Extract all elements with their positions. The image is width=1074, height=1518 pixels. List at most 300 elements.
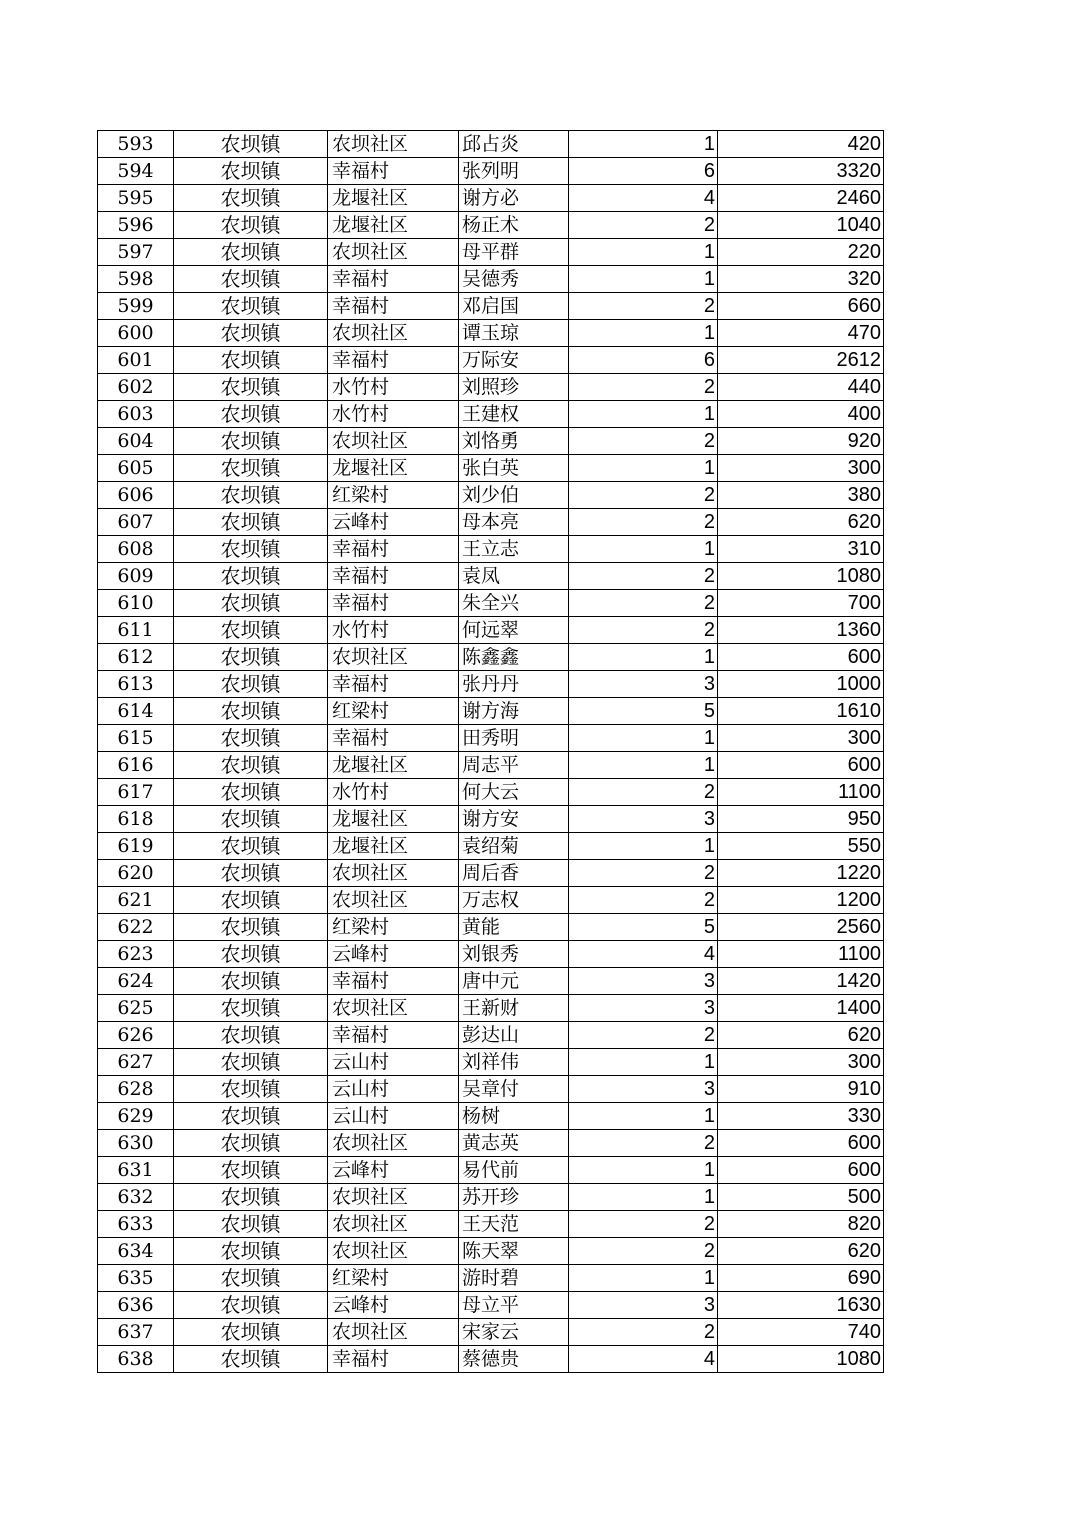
person-name-cell: 袁凤 (459, 563, 569, 590)
amount-cell: 500 (718, 1184, 884, 1211)
household-count-cell: 4 (569, 941, 718, 968)
village-cell: 云山村 (328, 1049, 459, 1076)
household-count-cell: 2 (569, 509, 718, 536)
table-row (98, 563, 884, 590)
household-count-cell: 3 (569, 968, 718, 995)
table-row (98, 725, 884, 752)
town-cell: 农坝镇 (174, 1211, 328, 1238)
town-cell: 农坝镇 (174, 185, 328, 212)
person-name-cell: 母本亮 (459, 509, 569, 536)
row-number-cell: 618 (98, 806, 174, 833)
table-row (98, 293, 884, 320)
row-number-cell: 633 (98, 1211, 174, 1238)
row-number-cell: 596 (98, 212, 174, 239)
household-count-cell: 2 (569, 482, 718, 509)
household-count-cell: 1 (569, 644, 718, 671)
person-name-cell: 彭达山 (459, 1022, 569, 1049)
village-cell: 龙堰社区 (328, 752, 459, 779)
person-name-cell: 袁绍菊 (459, 833, 569, 860)
household-count-cell: 1 (569, 752, 718, 779)
village-cell: 农坝社区 (328, 1211, 459, 1238)
amount-cell: 2612 (718, 347, 884, 374)
town-cell: 农坝镇 (174, 671, 328, 698)
amount-cell: 910 (718, 1076, 884, 1103)
table-row (98, 698, 884, 725)
row-number-cell: 602 (98, 374, 174, 401)
amount-cell: 3320 (718, 158, 884, 185)
village-cell: 幸福村 (328, 266, 459, 293)
town-cell: 农坝镇 (174, 860, 328, 887)
person-name-cell: 刘照珍 (459, 374, 569, 401)
row-number-cell: 605 (98, 455, 174, 482)
village-cell: 农坝社区 (328, 239, 459, 266)
table-row (98, 212, 884, 239)
table-row (98, 1130, 884, 1157)
town-cell: 农坝镇 (174, 347, 328, 374)
household-count-cell: 1 (569, 401, 718, 428)
table-row (98, 644, 884, 671)
village-cell: 幸福村 (328, 968, 459, 995)
row-number-cell: 619 (98, 833, 174, 860)
person-name-cell: 邱占炎 (459, 131, 569, 158)
table-row (98, 536, 884, 563)
household-count-cell: 2 (569, 1238, 718, 1265)
amount-cell: 300 (718, 725, 884, 752)
village-cell: 水竹村 (328, 401, 459, 428)
household-count-cell: 1 (569, 320, 718, 347)
household-count-cell: 1 (569, 1103, 718, 1130)
village-cell: 龙堰社区 (328, 455, 459, 482)
row-number-cell: 604 (98, 428, 174, 455)
household-count-cell: 3 (569, 1292, 718, 1319)
amount-cell: 950 (718, 806, 884, 833)
village-cell: 农坝社区 (328, 1130, 459, 1157)
amount-cell: 690 (718, 1265, 884, 1292)
town-cell: 农坝镇 (174, 644, 328, 671)
household-count-cell: 2 (569, 887, 718, 914)
village-cell: 农坝社区 (328, 860, 459, 887)
person-name-cell: 张白英 (459, 455, 569, 482)
person-name-cell: 何远翠 (459, 617, 569, 644)
town-cell: 农坝镇 (174, 779, 328, 806)
town-cell: 农坝镇 (174, 1238, 328, 1265)
table-row (98, 671, 884, 698)
household-count-cell: 2 (569, 293, 718, 320)
household-count-cell: 2 (569, 1022, 718, 1049)
town-cell: 农坝镇 (174, 1103, 328, 1130)
table-row (98, 482, 884, 509)
household-count-cell: 2 (569, 590, 718, 617)
row-number-cell: 623 (98, 941, 174, 968)
village-cell: 农坝社区 (328, 995, 459, 1022)
town-cell: 农坝镇 (174, 968, 328, 995)
row-number-cell: 634 (98, 1238, 174, 1265)
town-cell: 农坝镇 (174, 239, 328, 266)
amount-cell: 820 (718, 1211, 884, 1238)
village-cell: 龙堰社区 (328, 212, 459, 239)
amount-cell: 600 (718, 1157, 884, 1184)
person-name-cell: 吴章付 (459, 1076, 569, 1103)
village-cell: 幸福村 (328, 1346, 459, 1373)
village-cell: 农坝社区 (328, 1238, 459, 1265)
table-row (98, 320, 884, 347)
town-cell: 农坝镇 (174, 725, 328, 752)
town-cell: 农坝镇 (174, 752, 328, 779)
household-count-cell: 6 (569, 347, 718, 374)
table-row (98, 968, 884, 995)
amount-cell: 2460 (718, 185, 884, 212)
town-cell: 农坝镇 (174, 833, 328, 860)
row-number-cell: 638 (98, 1346, 174, 1373)
amount-cell: 600 (718, 1130, 884, 1157)
town-cell: 农坝镇 (174, 131, 328, 158)
town-cell: 农坝镇 (174, 212, 328, 239)
household-count-cell: 2 (569, 563, 718, 590)
town-cell: 农坝镇 (174, 482, 328, 509)
town-cell: 农坝镇 (174, 509, 328, 536)
town-cell: 农坝镇 (174, 1130, 328, 1157)
village-cell: 幸福村 (328, 1022, 459, 1049)
row-number-cell: 636 (98, 1292, 174, 1319)
table-row (98, 347, 884, 374)
amount-cell: 1610 (718, 698, 884, 725)
town-cell: 农坝镇 (174, 995, 328, 1022)
amount-cell: 600 (718, 752, 884, 779)
amount-cell: 420 (718, 131, 884, 158)
amount-cell: 310 (718, 536, 884, 563)
village-cell: 幸福村 (328, 671, 459, 698)
amount-cell: 1220 (718, 860, 884, 887)
town-cell: 农坝镇 (174, 401, 328, 428)
row-number-cell: 595 (98, 185, 174, 212)
table-row (98, 1211, 884, 1238)
person-name-cell: 周后香 (459, 860, 569, 887)
person-name-cell: 刘恪勇 (459, 428, 569, 455)
village-cell: 幸福村 (328, 536, 459, 563)
row-number-cell: 606 (98, 482, 174, 509)
household-count-cell: 3 (569, 671, 718, 698)
village-cell: 农坝社区 (328, 644, 459, 671)
person-name-cell: 杨树 (459, 1103, 569, 1130)
row-number-cell: 607 (98, 509, 174, 536)
household-count-cell: 1 (569, 1265, 718, 1292)
row-number-cell: 621 (98, 887, 174, 914)
row-number-cell: 609 (98, 563, 174, 590)
row-number-cell: 599 (98, 293, 174, 320)
table-row (98, 914, 884, 941)
household-count-cell: 5 (569, 698, 718, 725)
town-cell: 农坝镇 (174, 374, 328, 401)
household-count-cell: 1 (569, 536, 718, 563)
household-count-cell: 2 (569, 779, 718, 806)
person-name-cell: 何大云 (459, 779, 569, 806)
amount-cell: 620 (718, 509, 884, 536)
amount-cell: 1400 (718, 995, 884, 1022)
table-row (98, 887, 884, 914)
village-cell: 龙堰社区 (328, 833, 459, 860)
village-cell: 红梁村 (328, 914, 459, 941)
village-cell: 龙堰社区 (328, 185, 459, 212)
amount-cell: 1100 (718, 941, 884, 968)
row-number-cell: 603 (98, 401, 174, 428)
household-count-cell: 1 (569, 725, 718, 752)
person-name-cell: 唐中元 (459, 968, 569, 995)
table-row (98, 1184, 884, 1211)
person-name-cell: 谢方海 (459, 698, 569, 725)
person-name-cell: 苏开珍 (459, 1184, 569, 1211)
village-cell: 水竹村 (328, 779, 459, 806)
household-count-cell: 2 (569, 374, 718, 401)
row-number-cell: 635 (98, 1265, 174, 1292)
row-number-cell: 593 (98, 131, 174, 158)
town-cell: 农坝镇 (174, 1022, 328, 1049)
amount-cell: 1200 (718, 887, 884, 914)
row-number-cell: 637 (98, 1319, 174, 1346)
household-count-cell: 4 (569, 185, 718, 212)
town-cell: 农坝镇 (174, 1265, 328, 1292)
household-count-cell: 1 (569, 1049, 718, 1076)
household-count-cell: 2 (569, 212, 718, 239)
person-name-cell: 吴德秀 (459, 266, 569, 293)
amount-cell: 1040 (718, 212, 884, 239)
household-count-cell: 2 (569, 860, 718, 887)
person-name-cell: 游时碧 (459, 1265, 569, 1292)
amount-cell: 1630 (718, 1292, 884, 1319)
person-name-cell: 朱全兴 (459, 590, 569, 617)
row-number-cell: 601 (98, 347, 174, 374)
amount-cell: 2560 (718, 914, 884, 941)
person-name-cell: 王立志 (459, 536, 569, 563)
person-name-cell: 黄能 (459, 914, 569, 941)
village-cell: 云峰村 (328, 941, 459, 968)
village-cell: 农坝社区 (328, 1319, 459, 1346)
village-cell: 幸福村 (328, 590, 459, 617)
table-row (98, 131, 884, 158)
town-cell: 农坝镇 (174, 1292, 328, 1319)
town-cell: 农坝镇 (174, 806, 328, 833)
row-number-cell: 624 (98, 968, 174, 995)
household-count-cell: 2 (569, 1319, 718, 1346)
household-count-cell: 1 (569, 1184, 718, 1211)
person-name-cell: 母立平 (459, 1292, 569, 1319)
table-row (98, 779, 884, 806)
amount-cell: 660 (718, 293, 884, 320)
town-cell: 农坝镇 (174, 428, 328, 455)
table-row (98, 806, 884, 833)
amount-cell: 1080 (718, 563, 884, 590)
row-number-cell: 600 (98, 320, 174, 347)
village-cell: 龙堰社区 (328, 806, 459, 833)
row-number-cell: 614 (98, 698, 174, 725)
amount-cell: 620 (718, 1022, 884, 1049)
amount-cell: 920 (718, 428, 884, 455)
person-name-cell: 母平群 (459, 239, 569, 266)
household-count-cell: 1 (569, 455, 718, 482)
amount-cell: 1100 (718, 779, 884, 806)
town-cell: 农坝镇 (174, 590, 328, 617)
amount-cell: 1420 (718, 968, 884, 995)
person-name-cell: 杨正术 (459, 212, 569, 239)
town-cell: 农坝镇 (174, 158, 328, 185)
row-number-cell: 626 (98, 1022, 174, 1049)
village-cell: 幸福村 (328, 293, 459, 320)
table-row (98, 374, 884, 401)
household-count-cell: 5 (569, 914, 718, 941)
village-cell: 云峰村 (328, 1292, 459, 1319)
amount-cell: 400 (718, 401, 884, 428)
person-name-cell: 王建权 (459, 401, 569, 428)
person-name-cell: 谢方安 (459, 806, 569, 833)
table-row (98, 1103, 884, 1130)
person-name-cell: 谭玉琼 (459, 320, 569, 347)
amount-cell: 1360 (718, 617, 884, 644)
amount-cell: 380 (718, 482, 884, 509)
village-cell: 水竹村 (328, 617, 459, 644)
table-row (98, 590, 884, 617)
person-name-cell: 蔡德贵 (459, 1346, 569, 1373)
village-cell: 幸福村 (328, 563, 459, 590)
village-cell: 云山村 (328, 1103, 459, 1130)
amount-cell: 600 (718, 644, 884, 671)
village-cell: 农坝社区 (328, 131, 459, 158)
town-cell: 农坝镇 (174, 1346, 328, 1373)
household-count-cell: 1 (569, 1157, 718, 1184)
household-count-cell: 3 (569, 995, 718, 1022)
village-cell: 云峰村 (328, 509, 459, 536)
table-row (98, 752, 884, 779)
row-number-cell: 625 (98, 995, 174, 1022)
household-count-cell: 2 (569, 428, 718, 455)
household-count-cell: 3 (569, 1076, 718, 1103)
person-name-cell: 王天范 (459, 1211, 569, 1238)
table-row (98, 995, 884, 1022)
amount-cell: 470 (718, 320, 884, 347)
household-count-cell: 1 (569, 833, 718, 860)
person-name-cell: 黄志英 (459, 1130, 569, 1157)
person-name-cell: 陈天翠 (459, 1238, 569, 1265)
table-row (98, 860, 884, 887)
person-name-cell: 田秀明 (459, 725, 569, 752)
row-number-cell: 620 (98, 860, 174, 887)
amount-cell: 1000 (718, 671, 884, 698)
town-cell: 农坝镇 (174, 293, 328, 320)
row-number-cell: 616 (98, 752, 174, 779)
town-cell: 农坝镇 (174, 455, 328, 482)
town-cell: 农坝镇 (174, 887, 328, 914)
village-cell: 幸福村 (328, 725, 459, 752)
table-row (98, 1265, 884, 1292)
household-count-cell: 1 (569, 239, 718, 266)
town-cell: 农坝镇 (174, 1157, 328, 1184)
town-cell: 农坝镇 (174, 617, 328, 644)
amount-cell: 700 (718, 590, 884, 617)
village-cell: 农坝社区 (328, 428, 459, 455)
amount-cell: 220 (718, 239, 884, 266)
household-count-cell: 1 (569, 266, 718, 293)
table-row (98, 239, 884, 266)
village-cell: 红梁村 (328, 1265, 459, 1292)
table-row (98, 428, 884, 455)
town-cell: 农坝镇 (174, 1076, 328, 1103)
person-name-cell: 万际安 (459, 347, 569, 374)
table-row (98, 266, 884, 293)
table-row (98, 1157, 884, 1184)
data-table (97, 130, 884, 1373)
table-row (98, 833, 884, 860)
village-cell: 水竹村 (328, 374, 459, 401)
row-number-cell: 597 (98, 239, 174, 266)
household-count-cell: 1 (569, 131, 718, 158)
town-cell: 农坝镇 (174, 563, 328, 590)
row-number-cell: 628 (98, 1076, 174, 1103)
village-cell: 红梁村 (328, 482, 459, 509)
village-cell: 农坝社区 (328, 887, 459, 914)
village-cell: 幸福村 (328, 158, 459, 185)
amount-cell: 740 (718, 1319, 884, 1346)
amount-cell: 440 (718, 374, 884, 401)
amount-cell: 300 (718, 455, 884, 482)
amount-cell: 550 (718, 833, 884, 860)
person-name-cell: 谢方必 (459, 185, 569, 212)
town-cell: 农坝镇 (174, 1049, 328, 1076)
table-row (98, 941, 884, 968)
village-cell: 云峰村 (328, 1157, 459, 1184)
person-name-cell: 万志权 (459, 887, 569, 914)
person-name-cell: 刘银秀 (459, 941, 569, 968)
person-name-cell: 王新财 (459, 995, 569, 1022)
row-number-cell: 632 (98, 1184, 174, 1211)
household-count-cell: 2 (569, 1130, 718, 1157)
table-body (98, 131, 884, 1373)
person-name-cell: 刘祥伟 (459, 1049, 569, 1076)
row-number-cell: 613 (98, 671, 174, 698)
amount-cell: 620 (718, 1238, 884, 1265)
village-cell: 农坝社区 (328, 320, 459, 347)
person-name-cell: 张列明 (459, 158, 569, 185)
table-row (98, 1022, 884, 1049)
person-name-cell: 刘少伯 (459, 482, 569, 509)
town-cell: 农坝镇 (174, 1184, 328, 1211)
town-cell: 农坝镇 (174, 698, 328, 725)
table-row (98, 455, 884, 482)
town-cell: 农坝镇 (174, 941, 328, 968)
household-count-cell: 2 (569, 1211, 718, 1238)
person-name-cell: 宋家云 (459, 1319, 569, 1346)
village-cell: 红梁村 (328, 698, 459, 725)
household-count-cell: 2 (569, 617, 718, 644)
row-number-cell: 598 (98, 266, 174, 293)
table-row (98, 185, 884, 212)
person-name-cell: 张丹丹 (459, 671, 569, 698)
town-cell: 农坝镇 (174, 266, 328, 293)
table-row (98, 1319, 884, 1346)
row-number-cell: 631 (98, 1157, 174, 1184)
table-row (98, 1292, 884, 1319)
row-number-cell: 627 (98, 1049, 174, 1076)
table-row (98, 509, 884, 536)
person-name-cell: 陈鑫鑫 (459, 644, 569, 671)
table-row (98, 617, 884, 644)
row-number-cell: 617 (98, 779, 174, 806)
table-row (98, 1346, 884, 1373)
town-cell: 农坝镇 (174, 1319, 328, 1346)
row-number-cell: 630 (98, 1130, 174, 1157)
amount-cell: 320 (718, 266, 884, 293)
town-cell: 农坝镇 (174, 320, 328, 347)
town-cell: 农坝镇 (174, 536, 328, 563)
village-cell: 农坝社区 (328, 1184, 459, 1211)
table-row (98, 1049, 884, 1076)
